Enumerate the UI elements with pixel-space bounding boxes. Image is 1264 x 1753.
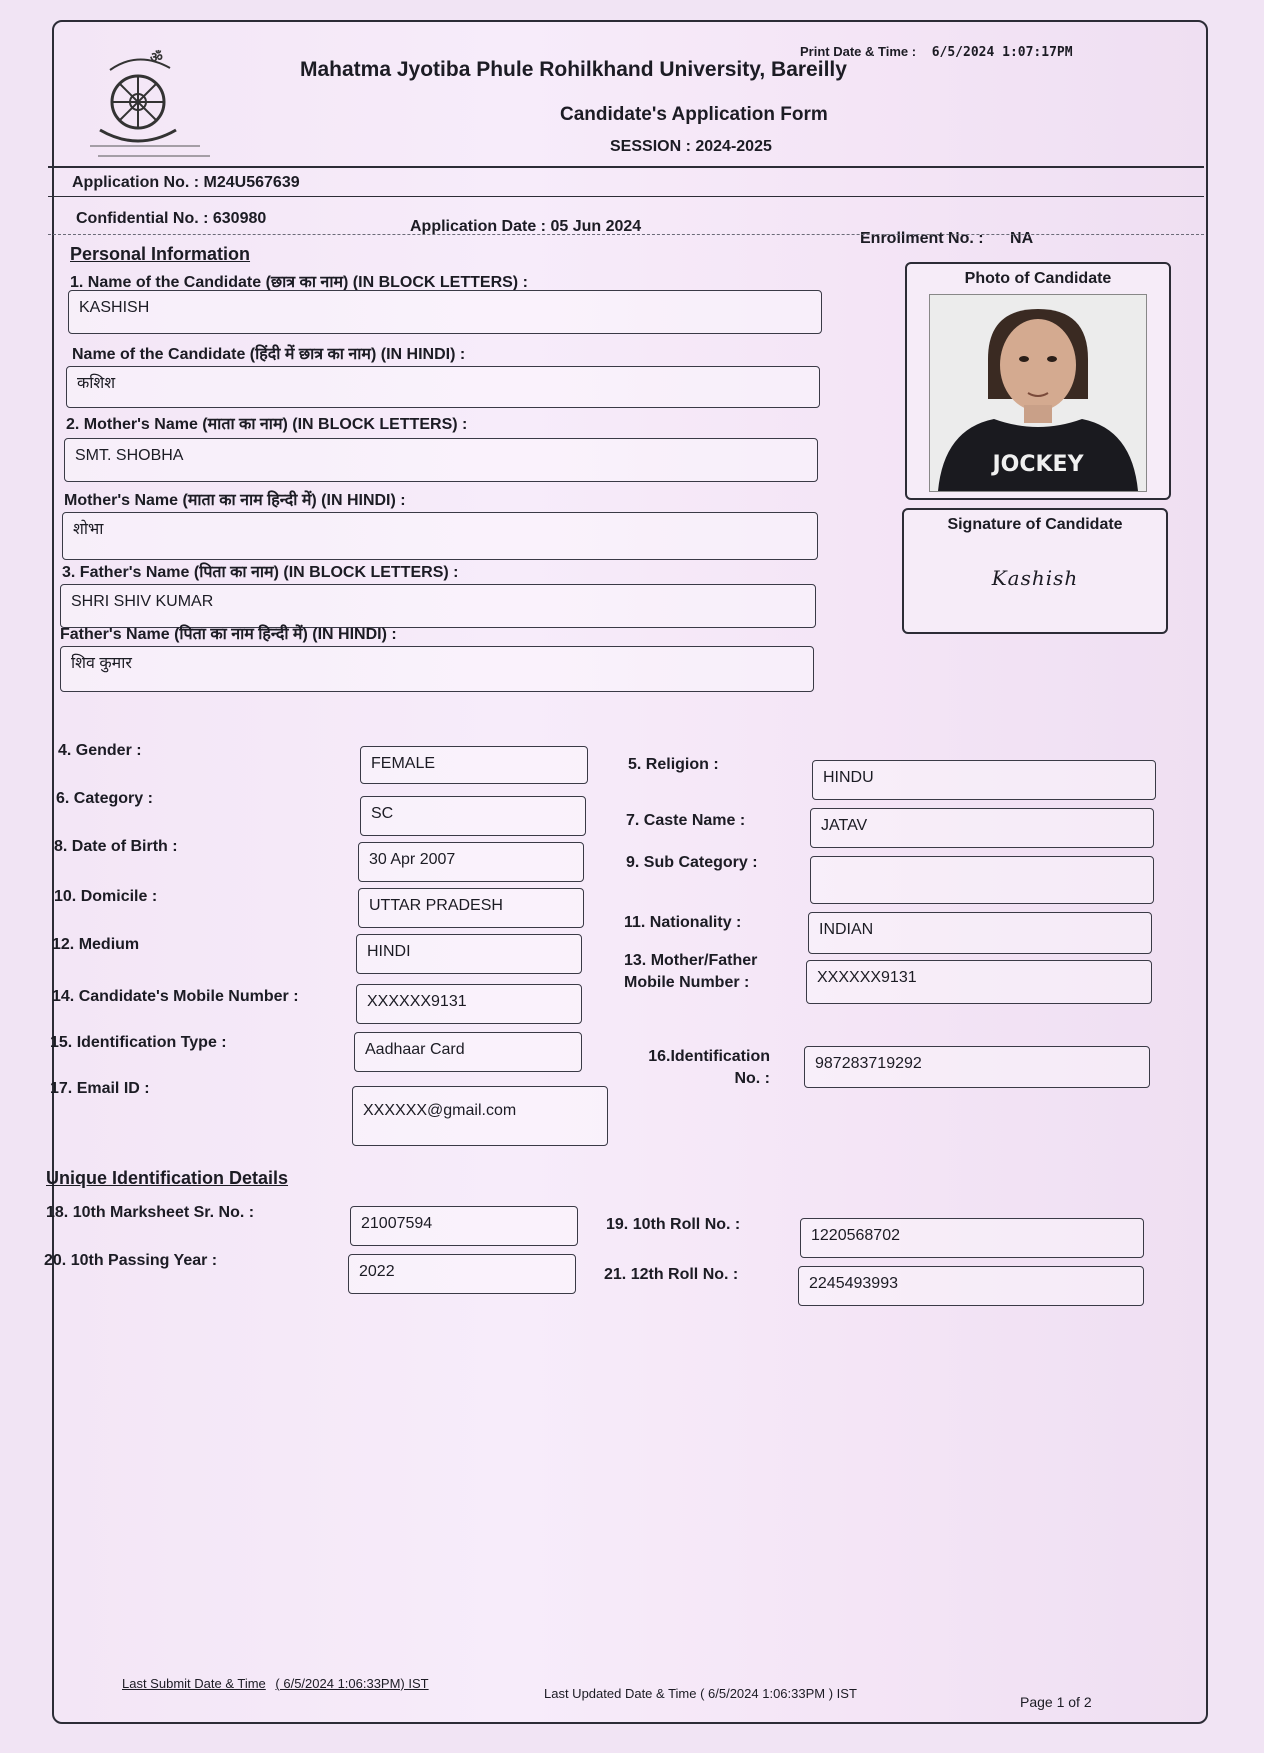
print-date-value: 6/5/2024 1:07:17PM bbox=[931, 45, 1073, 60]
candidate-signature: Kashish bbox=[991, 566, 1079, 590]
medium-field: HINDI bbox=[356, 934, 582, 974]
name-en-field: KASHISH bbox=[68, 290, 822, 334]
enrollment-value: NA bbox=[1010, 230, 1034, 247]
divider bbox=[48, 196, 1204, 197]
name-hi-field: कशिश bbox=[66, 366, 820, 408]
religion-label: 5. Religion : bbox=[628, 756, 719, 773]
roll10-field: 1220568702 bbox=[800, 1218, 1144, 1258]
father-en-field: SHRI SHIV KUMAR bbox=[60, 584, 816, 628]
caste-label: 7. Caste Name : bbox=[626, 812, 746, 829]
domicile-label: 10. Domicile : bbox=[54, 888, 158, 905]
section-unique-identification: Unique Identification Details bbox=[46, 1168, 289, 1188]
passing-year-label: 20. 10th Passing Year : bbox=[44, 1252, 218, 1269]
id-no-label: 16.Identification No. : bbox=[648, 1048, 770, 1087]
photo-title: Photo of Candidate bbox=[964, 270, 1112, 287]
dob-field: 30 Apr 2007 bbox=[358, 842, 584, 882]
name-hi-label: Name of the Candidate (हिंदी में छात्र का नाम) (IN HINDI) : bbox=[72, 346, 466, 363]
religion-field: HINDU bbox=[812, 760, 1156, 800]
category-field: SC bbox=[360, 796, 586, 836]
header-divider bbox=[48, 166, 1204, 168]
signature-box bbox=[902, 508, 1168, 634]
nationality-field: INDIAN bbox=[808, 912, 1152, 954]
passing-year-field: 2022 bbox=[348, 1254, 576, 1294]
medium-label: 12. Medium bbox=[52, 936, 140, 953]
application-no: Application No. : M24U567639 bbox=[72, 174, 300, 191]
university-logo bbox=[50, 40, 230, 170]
name-en-label: 1. Name of the Candidate (छात्र का नाम) (IN BLOCK LETTERS) : bbox=[70, 274, 528, 291]
id-no-field: 987283719292 bbox=[804, 1046, 1150, 1088]
parent-mobile-field: XXXXXX9131 bbox=[806, 960, 1152, 1004]
enrollment-no bbox=[860, 230, 1033, 248]
signature-title: Signature of Candidate bbox=[947, 516, 1123, 533]
section-personal-information: Personal Information bbox=[70, 244, 251, 264]
category-label: 6. Category : bbox=[56, 790, 153, 807]
svg-text:ॐ: ॐ bbox=[150, 50, 163, 66]
id-type-label: 15. Identification Type : bbox=[50, 1034, 227, 1051]
enrollment-label: Enrollment No. : bbox=[860, 230, 984, 247]
last-updated: Last Updated Date & Time ( 6/5/2024 1:06:33PM ) IST bbox=[544, 1686, 857, 1701]
roll10-label: 19. 10th Roll No. : bbox=[606, 1216, 741, 1233]
mobile-field: XXXXXX9131 bbox=[356, 984, 582, 1024]
mother-en-label: 2. Mother's Name (माता का नाम) (IN BLOCK LETTERS) : bbox=[66, 416, 468, 433]
page-number: Page 1 of 2 bbox=[1020, 1694, 1092, 1710]
last-submit-label: Last Submit Date & Time bbox=[122, 1676, 266, 1691]
subcategory-label: 9. Sub Category : bbox=[626, 854, 758, 871]
gender-label: 4. Gender : bbox=[58, 742, 142, 759]
id-type-field: Aadhaar Card bbox=[354, 1032, 582, 1072]
roll12-field: 2245493993 bbox=[798, 1266, 1144, 1306]
marksheet-label: 18. 10th Marksheet Sr. No. : bbox=[46, 1204, 255, 1221]
marksheet-field: 21007594 bbox=[350, 1206, 578, 1246]
divider bbox=[48, 234, 1204, 235]
mother-hi-field: शोभा bbox=[62, 512, 818, 560]
caste-field: JATAV bbox=[810, 808, 1154, 848]
mother-en-field: SMT. SHOBHA bbox=[64, 438, 818, 482]
form-title: Candidate's Application Form bbox=[560, 104, 828, 125]
father-hi-field: शिव कुमार bbox=[60, 646, 814, 692]
email-label: 17. Email ID : bbox=[50, 1080, 150, 1097]
shirt-logo-text: JOCKEY bbox=[992, 452, 1084, 477]
application-date: Application Date : 05 Jun 2024 bbox=[410, 218, 642, 235]
gender-field: FEMALE bbox=[360, 746, 588, 784]
email-field: XXXXXX@gmail.com bbox=[352, 1086, 608, 1146]
subcategory-field bbox=[810, 856, 1154, 904]
dob-label: 8. Date of Birth : bbox=[54, 838, 178, 855]
print-date-label: Print Date & Time : bbox=[800, 44, 917, 59]
roll12-label: 21. 12th Roll No. : bbox=[604, 1266, 739, 1283]
university-name: Mahatma Jyotiba Phule Rohilkhand University, Bareilly bbox=[300, 58, 847, 81]
photo-box bbox=[905, 262, 1171, 500]
last-submit bbox=[122, 1676, 429, 1691]
father-hi-label: Father's Name (पिता का नाम हिन्दी में) (IN HINDI) : bbox=[60, 626, 397, 643]
nationality-label: 11. Nationality : bbox=[624, 914, 742, 931]
mobile-label: 14. Candidate's Mobile Number : bbox=[52, 988, 299, 1005]
mother-hi-label: Mother's Name (माता का नाम हिन्दी में) (IN HINDI) : bbox=[64, 492, 406, 509]
domicile-field: UTTAR PRADESH bbox=[358, 888, 584, 928]
session: SESSION : 2024-2025 bbox=[610, 138, 772, 155]
parent-mobile-label: 13. Mother/Father Mobile Number : bbox=[624, 952, 758, 991]
father-en-label: 3. Father's Name (पिता का नाम) (IN BLOCK LETTERS) : bbox=[62, 564, 459, 581]
candidate-photo bbox=[929, 294, 1147, 492]
confidential-no: Confidential No. : 630980 bbox=[76, 210, 267, 227]
last-submit-value: ( 6/5/2024 1:06:33PM) IST bbox=[275, 1676, 429, 1691]
